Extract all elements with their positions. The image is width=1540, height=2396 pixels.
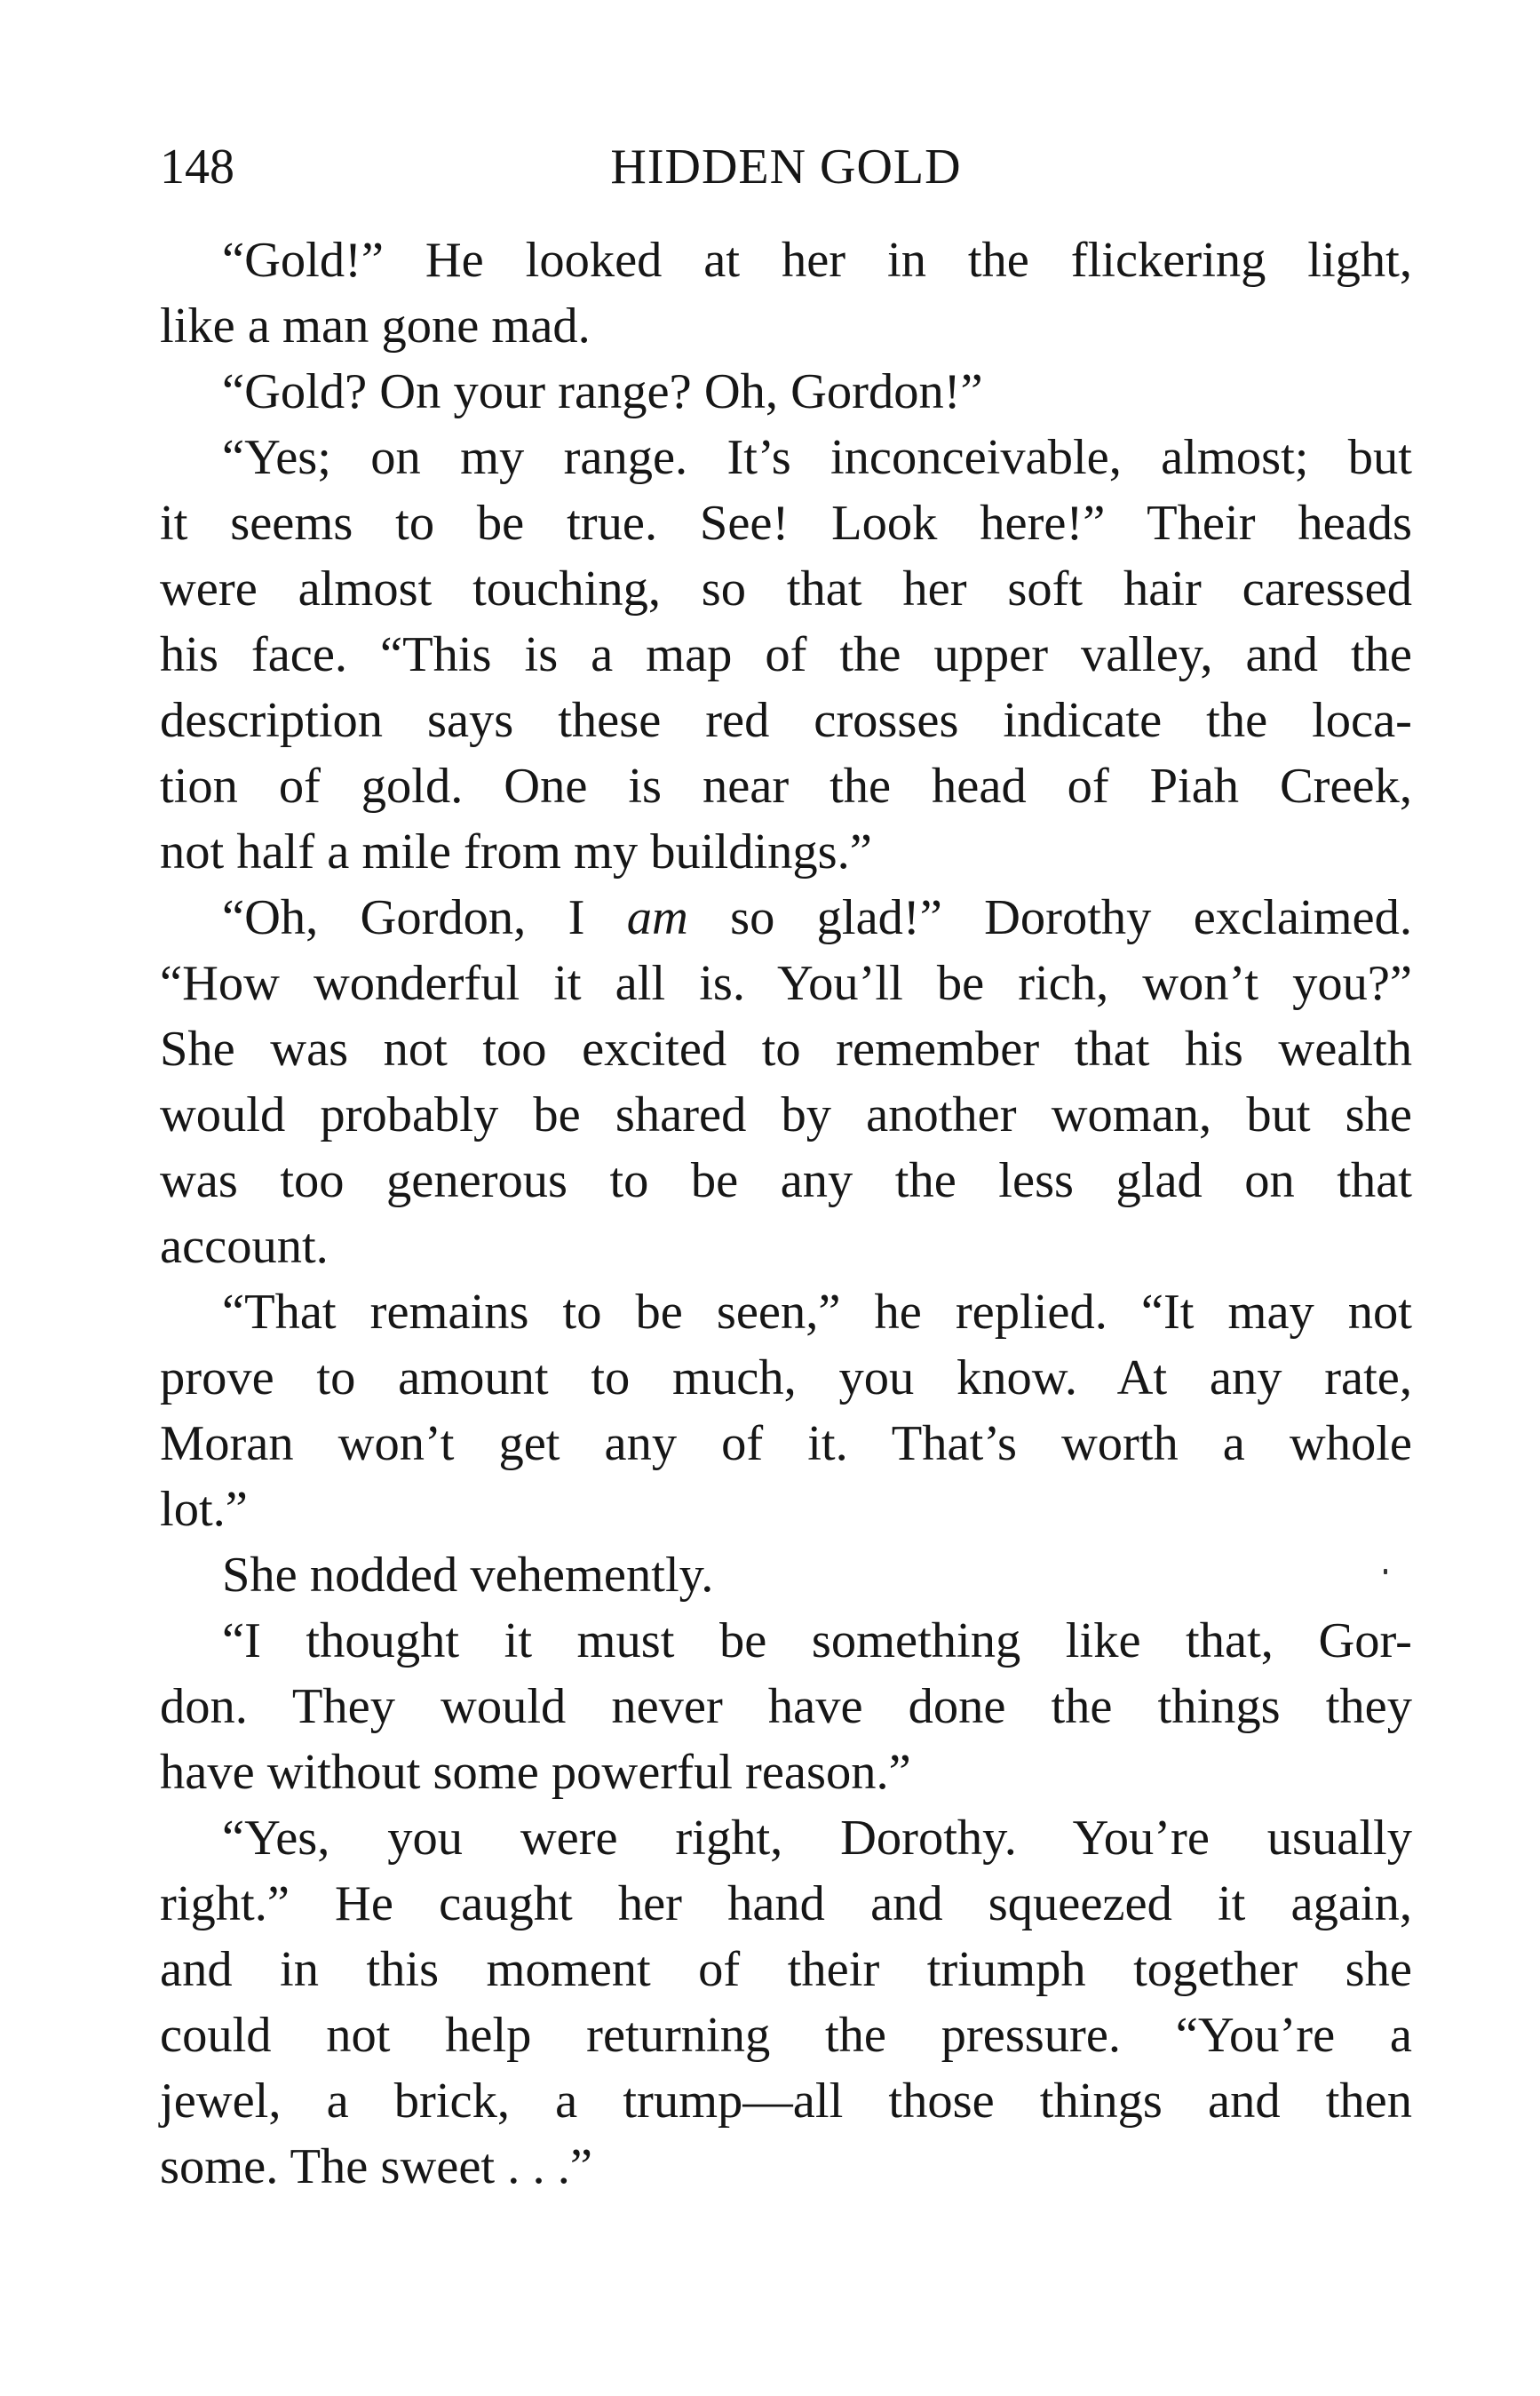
text-line: have without some powerful reason.” <box>160 1745 911 1800</box>
body-text <box>160 227 1412 2200</box>
text-line: some. The sweet . . .” <box>160 2139 592 2194</box>
text-line: and in this moment of their triumph together she <box>160 1942 1412 1997</box>
text-line: account. <box>160 1219 329 1274</box>
text-line: “Yes; on my range. It’s inconceivable, almost; but <box>222 430 1412 485</box>
text-line: prove to amount to much, you know. At any rate, <box>160 1350 1412 1405</box>
running-title: HIDDEN GOLD <box>610 139 962 195</box>
text-line: it seems to be true. See! Look here!” Their heads <box>160 496 1412 551</box>
text-line: not half a mile from my buildings.” <box>160 824 872 880</box>
italic-word: am <box>626 890 688 945</box>
text-line: “Gold? On your range? Oh, Gordon!” <box>222 364 983 419</box>
text-line: was too generous to be any the less glad on that <box>160 1153 1412 1208</box>
text-line: She nodded vehemently. <box>222 1548 714 1603</box>
text-line: right.” He caught her hand and squeezed it again, <box>160 1876 1412 1931</box>
text-line: would probably be shared by another woman, but she <box>160 1087 1412 1142</box>
text-line: “Oh, Gordon, I am so glad!” Dorothy exclaimed. <box>222 890 1413 945</box>
text-line: description says these red crosses indicate the loca- <box>160 693 1412 748</box>
text-line: could not help returning the pressure. “You’re a <box>160 2008 1412 2063</box>
text-line: Moran won’t get any of it. That’s worth a whole <box>160 1416 1412 1471</box>
text-line: his face. “This is a map of the upper valley, and the <box>160 627 1412 682</box>
stray-ink-mark <box>1384 1569 1387 1574</box>
text-line: “That remains to be seen,” he replied. “It may not <box>222 1285 1412 1340</box>
text-line: don. They would never have done the things they <box>160 1679 1412 1734</box>
text-line: “Gold!” He looked at her in the flickering light, <box>222 233 1412 288</box>
text-line: She was not too excited to remember that his wealth <box>160 1022 1412 1077</box>
text-line: “How wonderful it all is. You’ll be rich, won’t you?” <box>160 956 1412 1011</box>
text-line: tion of gold. One is near the head of Piah Creek, <box>160 759 1412 814</box>
text-line: “I thought it must be something like that, Gor- <box>222 1613 1412 1668</box>
text-line: were almost touching, so that her soft hair caressed <box>160 561 1412 617</box>
text-line: like a man gone mad. <box>160 299 591 354</box>
page-header <box>160 131 1412 203</box>
page-number: 148 <box>160 139 234 195</box>
text-line: lot.” <box>160 1482 248 1537</box>
text-line: jewel, a brick, a trump—all those things and then <box>160 2074 1412 2129</box>
text-line: “Yes, you were right, Dorothy. You’re usually <box>222 1811 1412 1866</box>
